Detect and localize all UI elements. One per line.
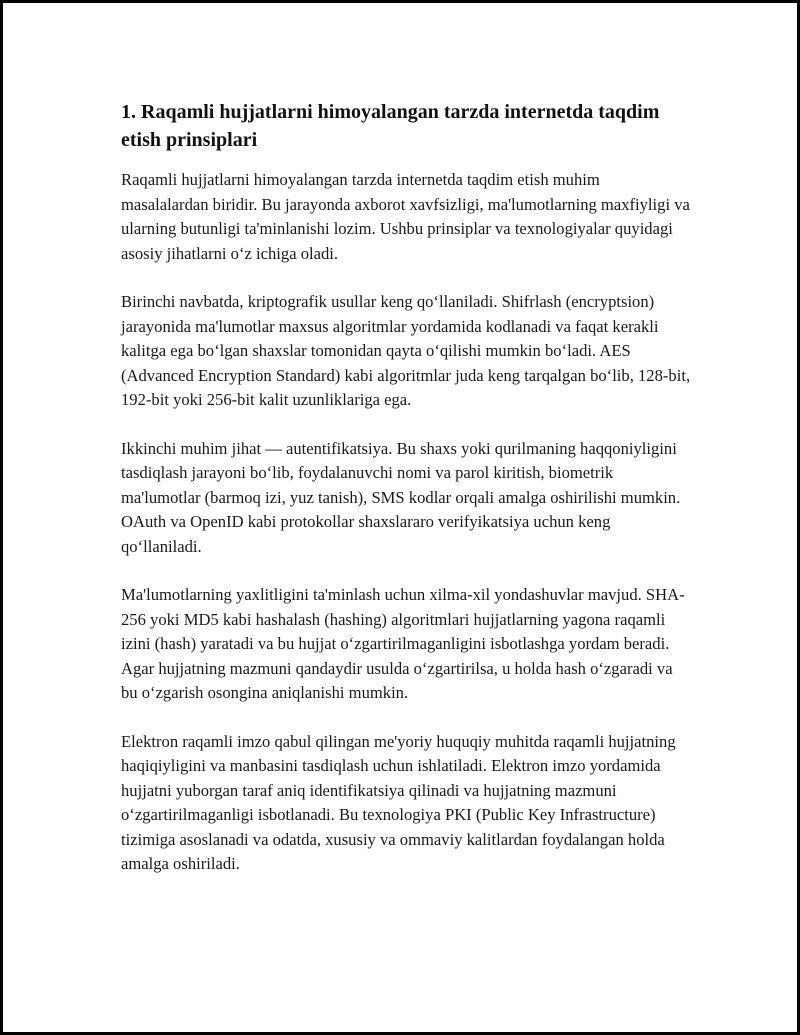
document-title: 1. Raqamli hujjatlarni himoyalangan tarzda internetda taqdim etish prinsiplari [121, 101, 660, 151]
paragraph-integrity: Ma'lumotlarning yaxlitligini ta'minlash uchun xilma-xil yondashuvlar mavjud. SHA-256 yoki MD5 kabi hashalash (hashing) algoritmlari hujjatlarning yagona raqamli izini (hash) yaratadi va bu hujjat oʻzgartirilmaganligini isbotlashga yordam beradi. Agar hujjatning mazmuni qandaydir usulda oʻzgartirilsa, u holda hash oʻzgaradi va bu oʻzgarish osongina aniqlanishi mumkin. [121, 585, 685, 702]
paragraph-intro: Raqamli hujjatlarni himoyalangan tarzda internetda taqdim etish muhim masalalardan biridir. Bu jarayonda axborot xavfsizligi, ma'lumotlarning maxfiyligi va ularning butunligi ta'minlanishi lozim. Ushbu prinsiplar va texnologiyalar quyidagi asosiy jihatlarni oʻz ichiga oladi. [121, 170, 690, 263]
paragraph-authentication: Ikkinchi muhim jihat — autentifikatsiya. Bu shaxs yoki qurilmaning haqqoniyligini tasdiqlash jarayoni boʻlib, foydalanuvchi nomi va parol kiritish, biometrik ma'lumotlar (barmoq izi, yuz tanish), SMS kodlar orqali amalga oshirilishi mumkin. OAuth va OpenID kabi protokollar shaxslararo verifyikatsiya uchun keng qoʻllaniladi. [121, 438, 681, 556]
document-body [121, 98, 691, 901]
paragraph-cryptography: Birinchi navbatda, kriptografik usullar keng qoʻllaniladi. Shifrlash (encryptsion) jarayonida ma'lumotlar maxsus algoritmlar yordamida kodlanadi va faqat kerakli kalitga ega boʻlgan shaxslar tomonidan qayta oʻqilishi mumkin boʻladi. AES (Advanced Encryption Standard) kabi algoritmlar juda keng tarqalgan boʻlib, 128-bit, 192-bit yoki 256-bit kalit uzunliklariga ega. [121, 292, 691, 409]
paragraph-digital-signature: Elektron raqamli imzo qabul qilingan me'yoriy huquqiy muhitda raqamli hujjatning haqiqiyligini va manbasini tasdiqlash uchun ishlatiladi. Elektron imzo yordamida hujjatni yuborgan taraf aniq identifikatsiya qilinadi va hujjatning mazmuni oʻzgartirilmaganligi isbotlanadi. Bu texnologiya PKI (Public Key Infrastructure) tizimiga asoslanadi va odatda, xususiy va ommaviy kalitlardan foydalangan holda amalga oshiriladi. [121, 731, 676, 873]
